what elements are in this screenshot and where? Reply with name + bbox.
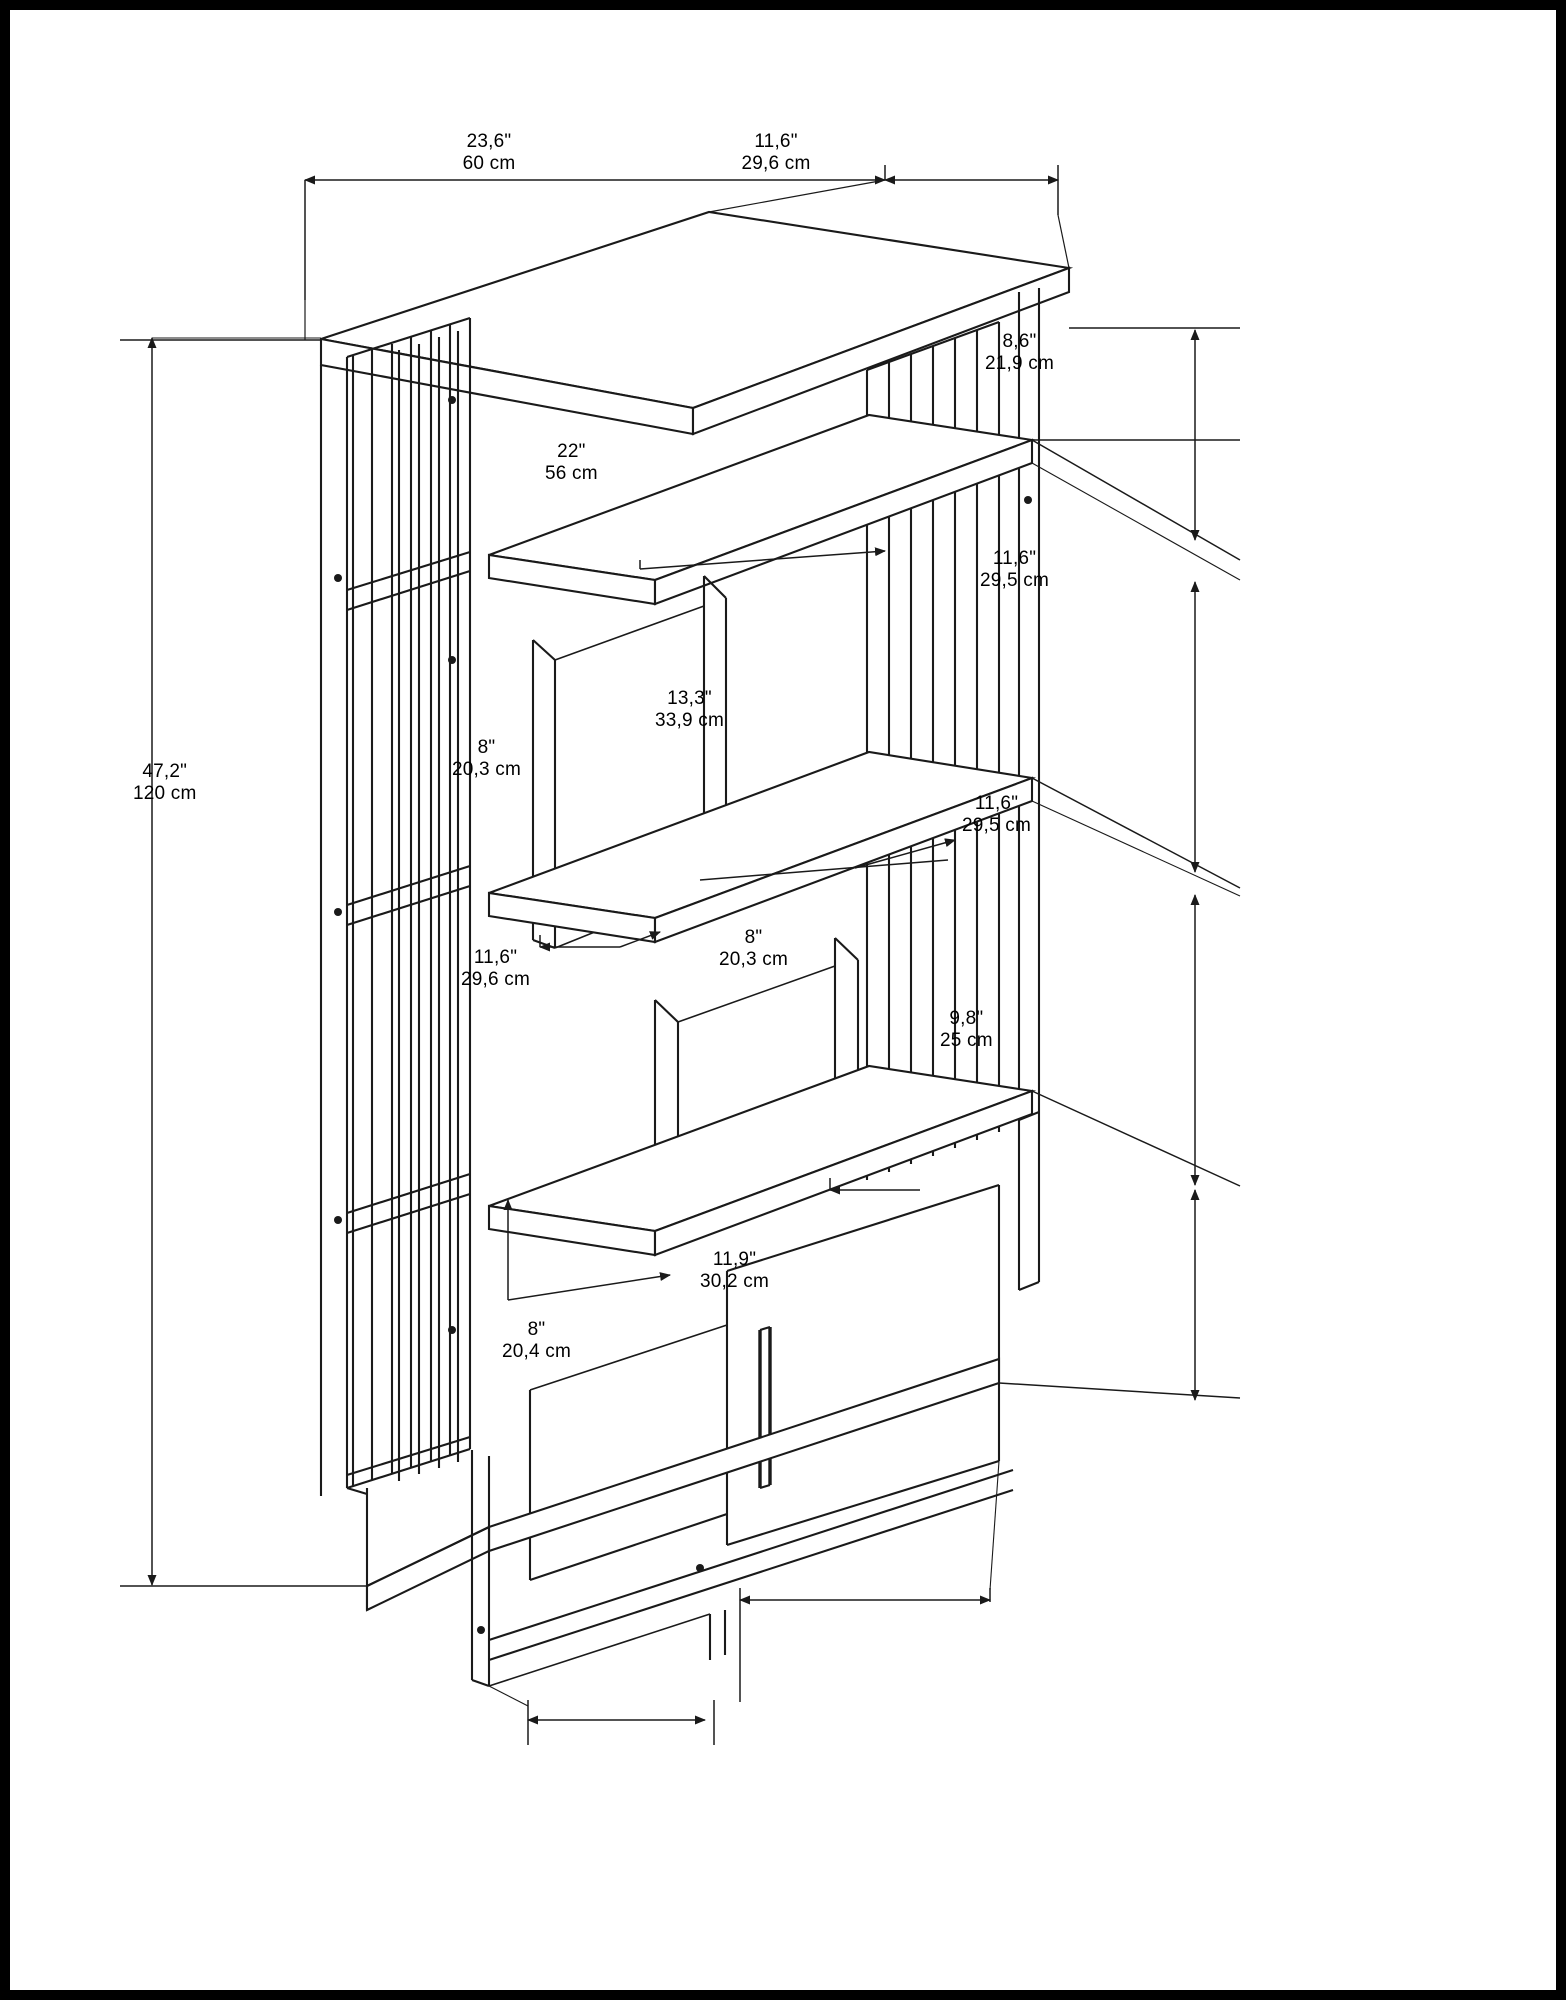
dim-cabinet-width [700, 1249, 769, 1293]
dim-bottom-open-width [502, 1319, 571, 1363]
dim-cabinet-height [940, 1008, 993, 1052]
dim-value-imperial: 11,6" [754, 131, 798, 152]
dim-value-metric: 30,2 cm [700, 1271, 769, 1292]
dim-left-cubby-width [452, 737, 521, 781]
dim-right-cubby-width [655, 688, 724, 732]
dim-shelf-width [545, 441, 598, 485]
dim-value-imperial: 47,2" [142, 761, 188, 782]
dim-value-metric: 20,3 cm [719, 949, 788, 970]
dim-overall-width [463, 131, 516, 175]
top-panel [321, 212, 1069, 434]
dim-value-metric: 20,3 cm [452, 759, 521, 780]
dim-value-metric: 21,9 cm [985, 353, 1054, 374]
dim-value-metric: 20,4 cm [502, 1341, 571, 1362]
dim-value-imperial: 23,6" [466, 131, 512, 152]
cabinet-door [727, 1185, 999, 1545]
shelf-3 [489, 1066, 1032, 1255]
dim-value-metric: 29,5 cm [962, 815, 1031, 836]
dim-value-metric: 25 cm [940, 1030, 993, 1051]
dim-value-metric: 120 cm [133, 783, 197, 804]
dim-value-imperial: 11,9" [712, 1249, 757, 1270]
dim-mid-cubby-width [461, 947, 530, 991]
dim-value-imperial: 11,6" [974, 793, 1019, 814]
dim-value-metric: 29,6 cm [461, 969, 530, 990]
lower-open-compartment [530, 1325, 727, 1580]
dim-value-imperial: 8,6" [1002, 331, 1037, 352]
dim-value-imperial: 8" [744, 927, 763, 948]
dim-value-metric: 29,5 cm [980, 570, 1049, 591]
left-slatted-panel [321, 318, 470, 1610]
shelf-2 [489, 752, 1032, 942]
dim-value-imperial: 8" [527, 1319, 546, 1340]
dim-value-metric: 33,9 cm [655, 710, 724, 731]
dim-top-compartment-height [985, 331, 1054, 375]
dim-value-imperial: 8" [477, 737, 496, 758]
dim-value-imperial: 22" [557, 441, 586, 462]
dim-value-imperial: 11,6" [473, 947, 518, 968]
dim-value-metric: 56 cm [545, 463, 598, 484]
dim-second-row-height [980, 548, 1049, 592]
dim-value-imperial: 11,6" [992, 548, 1037, 569]
dim-third-row-height [962, 793, 1031, 837]
dim-value-metric: 60 cm [462, 153, 516, 174]
dim-value-metric: 29,6 cm [741, 153, 811, 174]
dim-value-imperial: 13,3" [667, 688, 712, 709]
dim-overall-height [133, 761, 197, 805]
dim-overall-depth [742, 131, 811, 175]
dim-value-imperial: 9,8" [949, 1008, 984, 1029]
dim-small-cubby-width [719, 927, 788, 971]
bottom-base [367, 1359, 999, 1610]
